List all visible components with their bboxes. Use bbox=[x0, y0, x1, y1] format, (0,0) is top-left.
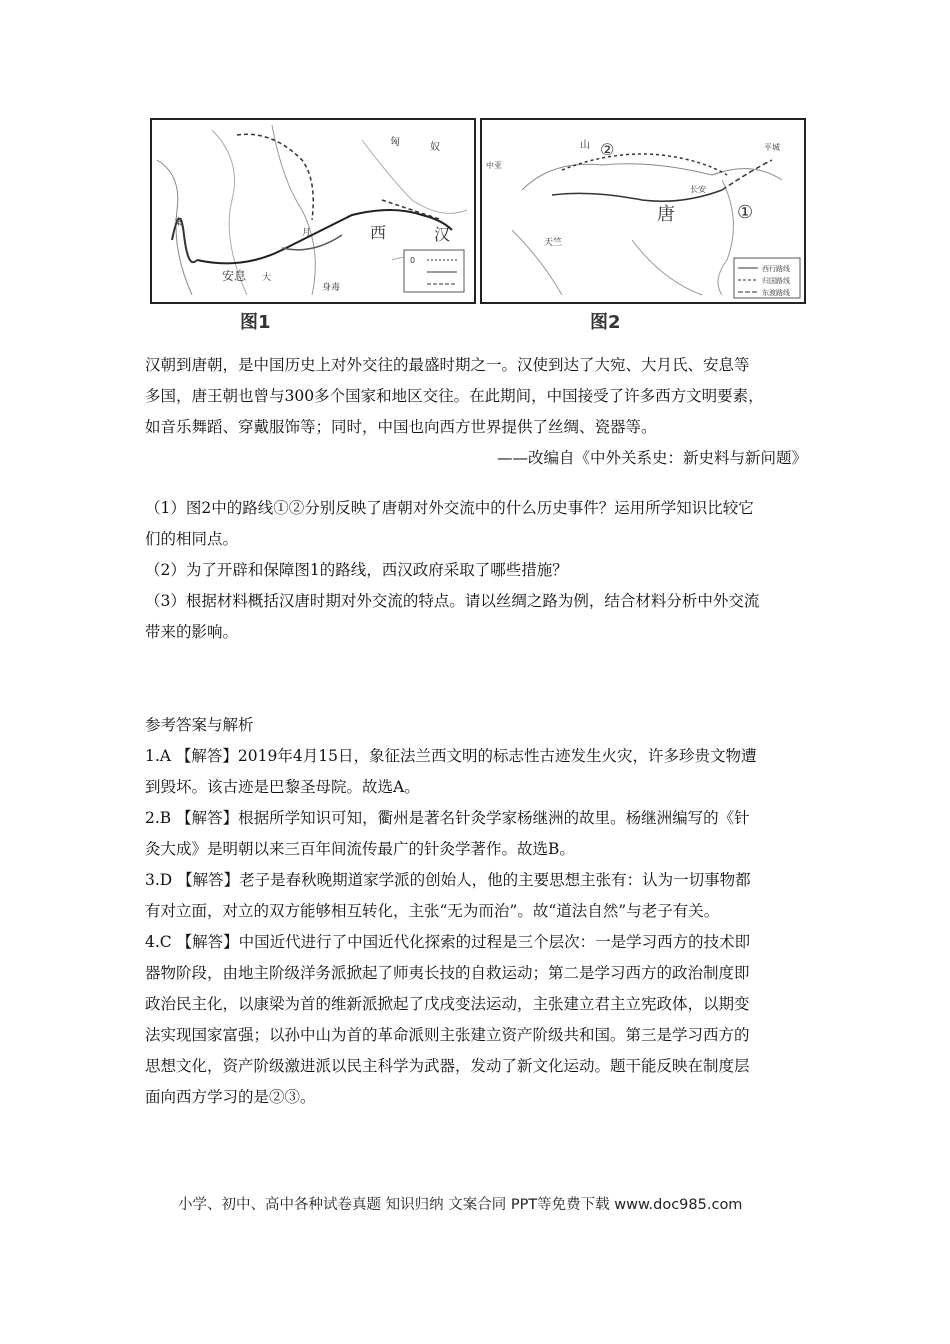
answer-line: 3.D 【解答】老子是春秋晚期道家学派的创始人，他的主要思想主张有：认为一切事物都 bbox=[145, 871, 751, 889]
questions bbox=[145, 493, 815, 648]
answers-section bbox=[145, 710, 815, 1113]
answer-line: 有对立面，对立的双方能够相互转化，主张“无为而治”。故“道法自然”与老子有关。 bbox=[145, 902, 720, 920]
figure-1-caption: 图1 bbox=[240, 312, 271, 333]
answer-line: 器物阶段，由地主阶级洋务派掀起了师夷长技的自救运动；第二是学习西方的政治制度即 bbox=[145, 964, 750, 982]
map-label-changan-2: 长安 bbox=[690, 185, 706, 194]
figure-1-map bbox=[150, 118, 476, 304]
question-line: （1）图2中的路线①②分别反映了唐朝对外交流中的什么历史事件？运用所学知识比较它 bbox=[145, 499, 754, 517]
material-text bbox=[145, 350, 815, 474]
question-line: （3）根据材料概括汉唐时期对外交流的特点。请以丝绸之路为例，结合材料分析中外交流 bbox=[145, 592, 760, 610]
map-label-yue: 月 bbox=[302, 228, 312, 238]
question-line: 们的相同点。 bbox=[145, 530, 239, 548]
map-label-anxi: 安息 bbox=[222, 269, 247, 283]
question-line: 带来的影响。 bbox=[145, 623, 239, 641]
map-label-tianzhu: 天竺 bbox=[544, 238, 563, 248]
answer-line: 法实现国家富强；以孙中山为首的革命派则主张建立资产阶级共和国。第三是学习西方的 bbox=[145, 1026, 750, 1044]
map-label-qin: 秦 bbox=[174, 218, 184, 228]
map-label-nu: 奴 bbox=[430, 142, 440, 153]
map-marker-1: ① bbox=[737, 202, 754, 223]
page-footer: 小学、初中、高中各种试卷真题 知识归纳 文案合同 PPT等免费下载 www.doc985.com bbox=[178, 1197, 743, 1213]
answer-line: 到毁坏。该古迹是巴黎圣母院。故选A。 bbox=[145, 778, 420, 796]
answer-line: 4.C 【解答】中国近代进行了中国近代化探索的过程是三个层次：一是学习西方的技术即 bbox=[145, 933, 751, 951]
map-label-da: 大 bbox=[262, 273, 272, 283]
silk-road-map bbox=[152, 120, 474, 302]
answer-line: 政治民主化，以康梁为首的维新派掀起了戊戌变法运动，主张建立君主立宪政体，以期变 bbox=[145, 995, 750, 1013]
map-label-shan: 山 bbox=[580, 140, 590, 151]
figure-2-map bbox=[480, 118, 806, 304]
figure-2-caption: 图2 bbox=[590, 312, 621, 333]
map-label-tang: 唐 bbox=[657, 204, 675, 225]
map-legend-item-2: 归国路线 bbox=[762, 277, 790, 285]
answer-line: 思想文化，资产阶级激进派以民主科学为武器，发动了新文化运动。题干能反映在制度层 bbox=[145, 1057, 750, 1075]
answer-line: 1.A 【解答】2019年4月15日，象征法兰西文明的标志性古迹发生火灾，许多珍贵文物遭 bbox=[145, 747, 757, 765]
answer-line: 面向西方学习的是②③。 bbox=[145, 1088, 316, 1106]
answer-line: 灸大成》是明朝以来三百年间流传最广的针灸学著作。故选B。 bbox=[145, 840, 575, 858]
map-label-pingcheng: 平城 bbox=[764, 143, 780, 152]
figures-row bbox=[150, 118, 810, 333]
map-label-zhongya: 中亚 bbox=[486, 161, 502, 170]
tang-exchange-map bbox=[482, 120, 804, 302]
map-label-han: 汉 bbox=[434, 225, 451, 244]
map-legend-item-3: 东渡路线 bbox=[762, 289, 790, 297]
material-line: 汉朝到唐朝，是中国历史上对外交往的最盛时期之一。汉使到达了大宛、大月氏、安息等 bbox=[145, 356, 750, 374]
answer-line: 2.B 【解答】根据所学知识可知，衢州是著名针灸学家杨继洲的故里。杨继洲编写的《针 bbox=[145, 809, 750, 827]
map-legend-zero: 0 bbox=[410, 256, 416, 265]
map-marker-2: ② bbox=[600, 140, 615, 159]
answer-heading: 参考答案与解析 bbox=[145, 716, 254, 734]
map-label-xi: 西 bbox=[370, 223, 387, 242]
map-label-xiong: 匈 bbox=[390, 137, 400, 148]
question-line: （2）为了开辟和保障图1的路线，西汉政府采取了哪些措施？ bbox=[145, 561, 568, 579]
material-line: 如音乐舞蹈、穿戴服饰等；同时，中国也向西方世界提供了丝绸、瓷器等。 bbox=[145, 418, 657, 436]
map-label-shendu: 身毒 bbox=[322, 283, 341, 293]
material-line: 多国，唐王朝也曾与300多个国家和地区交往。在此期间，中国接受了许多西方文明要素， bbox=[145, 387, 764, 405]
material-source: ——改编自《中外关系史：新史料与新问题》 bbox=[496, 449, 807, 467]
map-legend-item-1: 西行路线 bbox=[762, 265, 790, 273]
